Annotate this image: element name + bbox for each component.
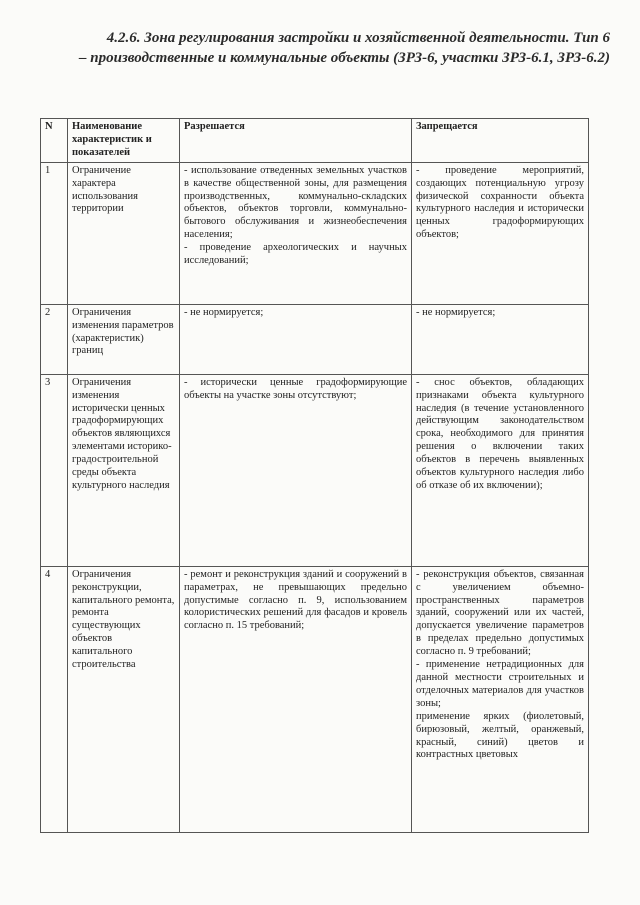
row-number: 3	[41, 374, 68, 566]
forbidden-item: - применение нетрадиционных для данной местности строительных и отделочных материалов для участков зоны;	[416, 659, 584, 709]
header-forbidden: Запрещается	[412, 119, 589, 163]
row-number: 4	[41, 566, 68, 832]
table-row	[41, 566, 589, 832]
section-title-line-2: – производственные и коммунальные объекты (ЗРЗ-6, участки ЗРЗ-6.1, ЗРЗ-6.2)	[78, 50, 610, 66]
row-number: 1	[41, 162, 68, 304]
row-allowed	[180, 374, 412, 566]
row-allowed	[180, 162, 412, 304]
row-name: Ограничения реконструкции, капитального ремонта, ремонта существующих объектов капитального строительства	[68, 566, 180, 832]
row-allowed	[180, 304, 412, 374]
row-forbidden	[412, 304, 589, 374]
allowed-item: - проведение археологических и научных исследований;	[184, 242, 407, 267]
row-name: Ограничения изменения параметров (характеристик) границ	[68, 304, 180, 374]
zone-restrictions-table	[40, 118, 589, 833]
allowed-item: - исторически ценные градоформирующие объекты на участке зоны отсутствуют;	[184, 376, 407, 401]
forbidden-item: применение ярких (фиолетовый, бирюзовый, желтый, оранжевый, красный, синий) цветов и контрастных цветовых	[416, 710, 584, 761]
table-row	[41, 374, 589, 566]
forbidden-item: - снос объектов, обладающих признаками объекта культурного наследия (в течение установленного действующим законодательством срока, необходимого для принятия решения о включении таких объектов в перечень выявленных объектов культурного наследия либо об отказе об их включении);	[416, 376, 584, 491]
header-name: Наименование характеристик и показателей	[68, 119, 180, 163]
row-number: 2	[41, 304, 68, 374]
header-num: N	[41, 119, 68, 163]
row-forbidden	[412, 374, 589, 566]
row-forbidden	[412, 162, 589, 304]
table-row	[41, 162, 589, 304]
section-title	[58, 28, 610, 68]
row-allowed	[180, 566, 412, 832]
allowed-item: - использование отведенных земельных участков в качестве общественной зоны, для размещения производственных, коммунально-складских объектов, объектов торговли, коммунально-бытового обслуживания и жизнеобеспечения населения;	[184, 164, 407, 241]
allowed-item: - не нормируется;	[184, 306, 264, 318]
row-name: Ограничения изменения исторически ценных градоформирующих объектов являющихся элементами историко-градостроительной среды объекта культурного наследия	[68, 374, 180, 566]
section-title-line-1: 4.2.6. Зона регулирования застройки и хозяйственной деятельности. Тип 6	[106, 30, 610, 46]
row-name: Ограничение характера использования территории	[68, 162, 180, 304]
table-row	[41, 304, 589, 374]
forbidden-item: - проведение мероприятий, создающих потенциальную угрозу физической сохранности объекта культурного наследия и исторически ценных градоформирующих объектов;	[416, 164, 584, 241]
forbidden-item: - реконструкция объектов, связанная с увеличением объемно-пространственных параметров зданий, сооружений или их частей, допускается увеличение параметров в пределах предельно допустимых согласно п. 9 требований;	[416, 568, 584, 658]
allowed-item: - ремонт и реконструкция зданий и сооружений в параметрах, не превышающих предельно допустимые согласно п. 9, использованием колористических решений для фасадов и кровель согласно п. 15 требований;	[184, 568, 407, 632]
header-allowed: Разрешается	[180, 119, 412, 163]
row-forbidden	[412, 566, 589, 832]
table-header-row	[41, 119, 589, 163]
forbidden-item: - не нормируется;	[416, 306, 496, 318]
